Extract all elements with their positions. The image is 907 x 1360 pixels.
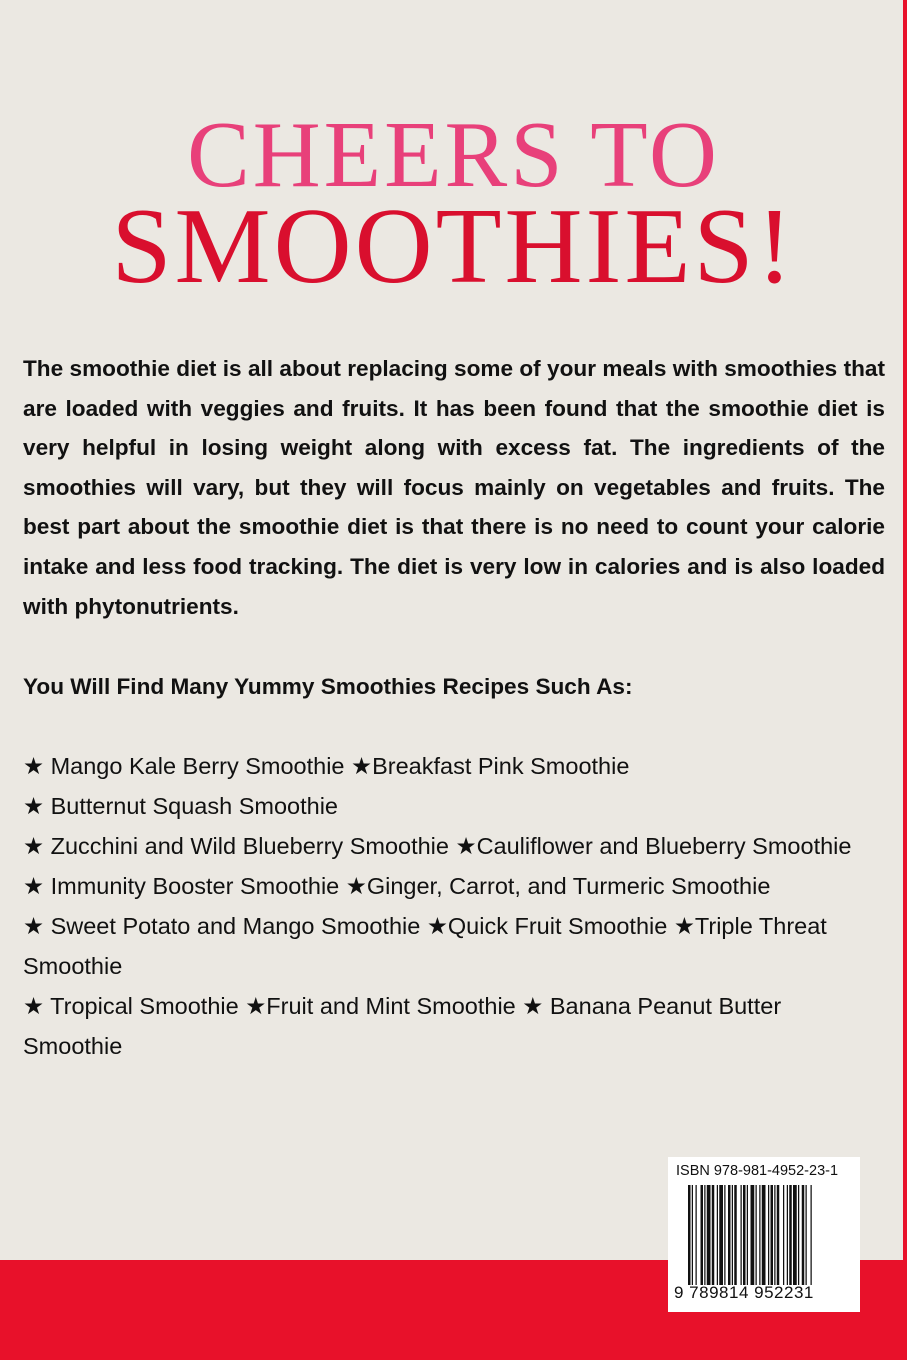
barcode-bar [701, 1185, 704, 1285]
barcode-bar [789, 1185, 792, 1285]
barcode-bar [747, 1185, 748, 1285]
barcode-bar [719, 1185, 723, 1285]
recipe-line: ★ Butternut Squash Smoothie [23, 793, 339, 819]
barcode-bar [798, 1185, 799, 1285]
barcode-bar [806, 1185, 807, 1285]
barcode-bar [759, 1185, 760, 1285]
barcode-bar [712, 1185, 715, 1285]
barcode-bar [696, 1185, 697, 1285]
barcode-bar [724, 1185, 725, 1285]
barcode-digits: 9 789814 952231 [674, 1283, 814, 1302]
recipe-line: ★ Mango Kale Berry Smoothie ★Breakfast Pink Smoothie [23, 753, 630, 779]
barcode-bars [688, 1185, 850, 1285]
barcode-bar [768, 1185, 769, 1285]
barcode-bar [771, 1185, 774, 1285]
barcode-bar [688, 1185, 691, 1285]
barcode-box [668, 1157, 860, 1312]
barcode-bar [762, 1185, 766, 1285]
barcode-bar [787, 1185, 788, 1285]
barcode-bar [717, 1185, 718, 1285]
barcode-bar [692, 1185, 693, 1285]
title-line-2: SMOOTHIES! [111, 187, 796, 306]
recipe-line: ★ Immunity Booster Smoothie ★Ginger, Carrot, and Turmeric Smoothie [23, 873, 771, 899]
intro-paragraph: The smoothie diet is all about replacing some of your meals with smoothies that are loaded with veggies and fruits. It has been found that the smoothie diet is very helpful in losing weight along with excess fat. The ingredients of the smoothies will vary, but they will focus mainly on vegetables and fruits. The best part about the smoothie diet is that there is no need to count your calorie intake and less food tracking. The diet is very low in calories and is also loaded with phytonutrients. [23, 356, 885, 619]
barcode-bar [707, 1185, 711, 1285]
barcode-bar [751, 1185, 755, 1285]
barcode-bar [811, 1185, 812, 1285]
barcode-bar [756, 1185, 757, 1285]
recipe-line: ★ Sweet Potato and Mango Smoothie ★Quick Fruit Smoothie ★Triple Threat Smoothie [23, 913, 827, 979]
barcode-bar [732, 1185, 733, 1285]
isbn-label: ISBN 978-981-4952-23-1 [676, 1163, 839, 1179]
barcode-bar [777, 1185, 780, 1285]
title-line-1: CHEERS TO [187, 103, 720, 207]
barcode-bar [741, 1185, 742, 1285]
recipe-line: ★ Tropical Smoothie ★Fruit and Mint Smoothie ★ Banana Peanut Butter Smoothie [23, 993, 782, 1059]
recipe-list [23, 746, 873, 1066]
barcode-bar [728, 1185, 731, 1285]
barcode-bar [793, 1185, 797, 1285]
barcode-bar [802, 1185, 805, 1285]
barcode-bar [704, 1185, 705, 1285]
recipe-list-heading: You Will Find Many Yummy Smoothies Recipes Such As: [23, 674, 633, 699]
barcode-bar [743, 1185, 746, 1285]
barcode-bar [734, 1185, 737, 1285]
barcode-bar [774, 1185, 775, 1285]
barcode-bar [783, 1185, 784, 1285]
recipe-line: ★ Zucchini and Wild Blueberry Smoothie ★Cauliflower and Blueberry Smoothie [23, 833, 852, 859]
